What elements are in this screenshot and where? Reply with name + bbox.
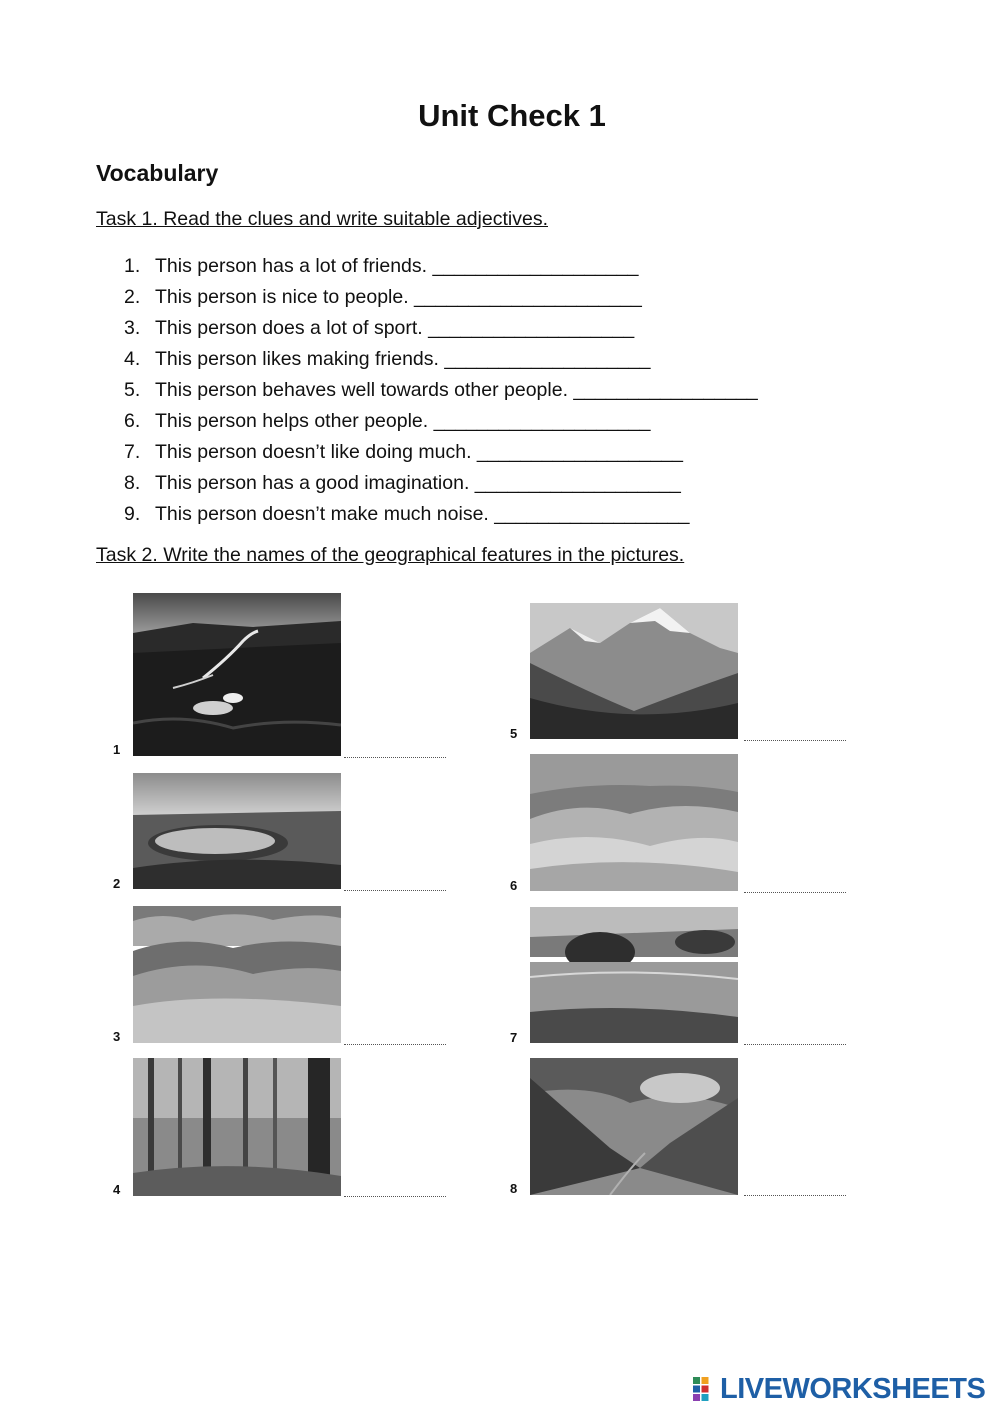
- answer-blank[interactable]: [344, 1044, 446, 1045]
- clue-number: 6.: [124, 410, 141, 432]
- picture-number: 8: [510, 1181, 518, 1196]
- clue-text: This person has a good imagination. ___________________: [155, 472, 681, 494]
- clue-text: This person does a lot of sport. ___________________: [155, 317, 635, 339]
- page-title: Unit Check 1: [418, 98, 606, 133]
- picture-number: 6: [510, 878, 518, 893]
- clue-number: 1.: [124, 255, 141, 277]
- answer-blank[interactable]: [344, 1196, 446, 1197]
- logo-grid-icon: [692, 1375, 718, 1403]
- clue-item[interactable]: [124, 408, 758, 439]
- task2-heading: Task 2. Write the names of the geographical features in the pictures.: [96, 544, 685, 566]
- clue-text: This person has a lot of friends. ___________________: [155, 255, 639, 277]
- picture-hills: [133, 906, 341, 1043]
- clue-text: This person likes making friends. ___________________: [155, 348, 651, 370]
- answer-blank[interactable]: [344, 757, 446, 758]
- picture-number: 4: [113, 1182, 121, 1197]
- clue-item[interactable]: [124, 253, 758, 284]
- clue-text: This person behaves well towards other people. _________________: [155, 379, 758, 401]
- answer-blank[interactable]: [744, 1044, 846, 1045]
- clue-item[interactable]: [124, 315, 758, 346]
- picture-volcano: [133, 593, 341, 756]
- clue-item[interactable]: [124, 284, 758, 315]
- clue-item[interactable]: [124, 470, 758, 501]
- clue-text: This person doesn’t make much noise. __________________: [155, 503, 690, 525]
- section-heading: Vocabulary: [96, 160, 219, 186]
- clue-text: This person doesn’t like doing much. ___________________: [155, 441, 683, 463]
- liveworksheets-logo[interactable]: [692, 1372, 985, 1406]
- clue-number: 4.: [124, 348, 141, 370]
- picture-number: 2: [113, 876, 121, 891]
- clue-number: 3.: [124, 317, 141, 339]
- answer-blank[interactable]: [744, 892, 846, 893]
- picture-number: 7: [510, 1030, 518, 1045]
- picture-number: 1: [113, 742, 121, 757]
- clue-text: This person is nice to people. _____________________: [155, 286, 642, 308]
- brand-name: LIVEWORKSHEETS: [720, 1372, 986, 1405]
- clue-number: 2.: [124, 286, 141, 308]
- picture-number: 3: [113, 1029, 121, 1044]
- clue-number: 8.: [124, 472, 141, 494]
- clue-item[interactable]: [124, 439, 758, 470]
- clue-number: 7.: [124, 441, 141, 463]
- answer-blank[interactable]: [744, 740, 846, 741]
- task1-heading: Task 1. Read the clues and write suitable adjectives.: [96, 208, 548, 230]
- clue-number: 5.: [124, 379, 141, 401]
- picture-number: 5: [510, 726, 518, 741]
- picture-mountains: [530, 603, 738, 739]
- picture-valley: [530, 1058, 738, 1195]
- clue-item[interactable]: [124, 377, 758, 408]
- picture-forest: [133, 1058, 341, 1196]
- clue-list: [124, 253, 758, 532]
- picture-crater-lake: [133, 773, 341, 889]
- answer-blank[interactable]: [344, 890, 446, 891]
- answer-blank[interactable]: [744, 1195, 846, 1196]
- clue-number: 9.: [124, 503, 141, 525]
- clue-text: This person helps other people. ____________________: [155, 410, 651, 432]
- clue-item[interactable]: [124, 501, 758, 532]
- picture-desert: [530, 754, 738, 891]
- clue-item[interactable]: [124, 346, 758, 377]
- picture-river: [530, 907, 738, 1043]
